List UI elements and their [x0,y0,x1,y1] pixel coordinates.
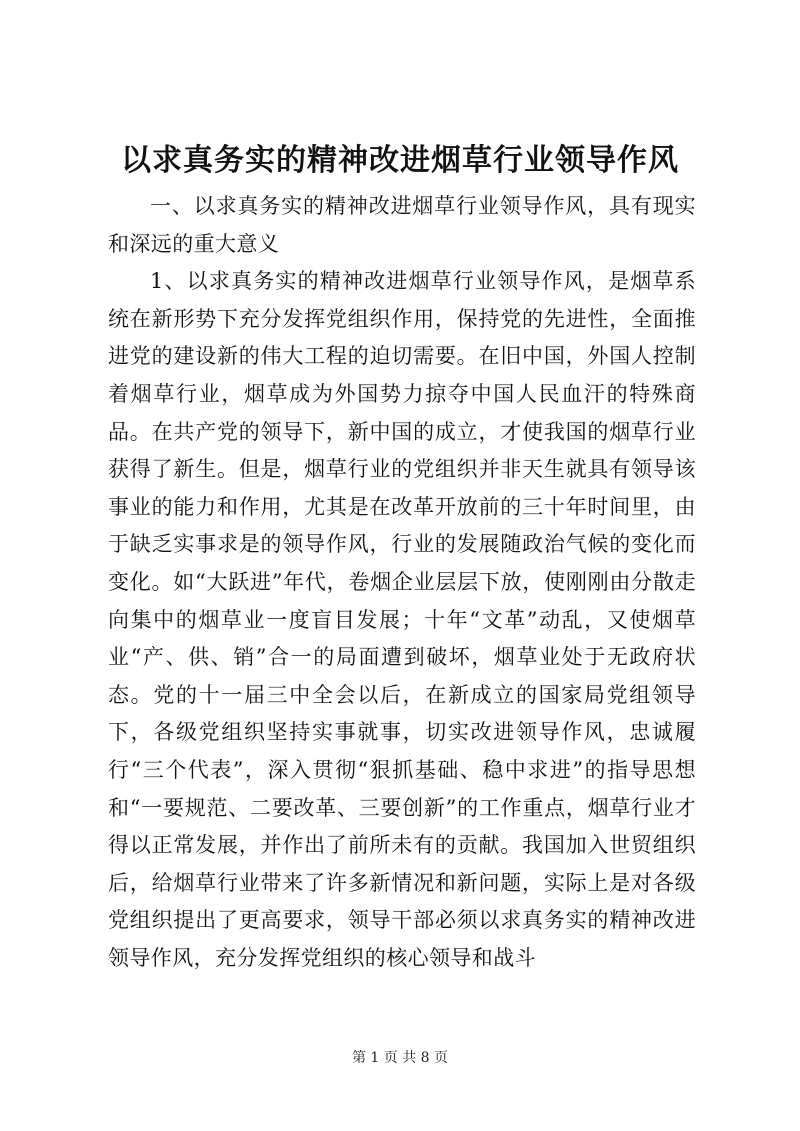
body-paragraph: 1、以求真务实的精神改进烟草行业领导作风，是烟草系统在新形势下充分发挥党组织作用，保持党的先进性，全面推进党的建设新的伟大工程的迫切需要。在旧中国，外国人控制着烟草行业，烟草成为外国势力掠夺中国人民血汗的特殊商品。在共产党的领导下，新中国的成立，才使我国的烟草行业获得了新生。但是，烟草行业的党组织并非天生就具有领导该事业的能力和作用，尤其是在改革开放前的三十年时间里，由于缺乏实事求是的领导作风，行业的发展随政治气候的变化而变化。如“大跃进”年代，卷烟企业层层下放，使刚刚由分散走向集中的烟草业一度盲目发展；十年“文革”动乱，又使烟草业“产、供、销”合一的局面遭到破坏，烟草业处于无政府状态。党的十一届三中全会以后，在新成立的国家局党组领导下，各级党组织坚持实事就事，切实改进领导作风，忠诚履行“三个代表”，深入贯彻“狠抓基础、稳中求进”的指导思想和“一要规范、二要改革、三要创新”的工作重点，烟草行业才得以正常发展，并作出了前所未有的贡献。我国加入世贸组织后，给烟草行业带来了许多新情况和新问题，实际上是对各级党组织提出了更高要求，领导干部必须以求真务实的精神改进领导作风，充分发挥党组织的核心领导和战斗 [108,269,696,970]
document-body [108,188,696,977]
section-heading: 一、以求真务实的精神改进烟草行业领导作风，具有现实和深远的重大意义 [108,194,696,256]
page-footer: 第 1 页 共 8 页 [351,1050,449,1066]
document-title: 以求真务实的精神改进烟草行业领导作风 [121,143,679,178]
